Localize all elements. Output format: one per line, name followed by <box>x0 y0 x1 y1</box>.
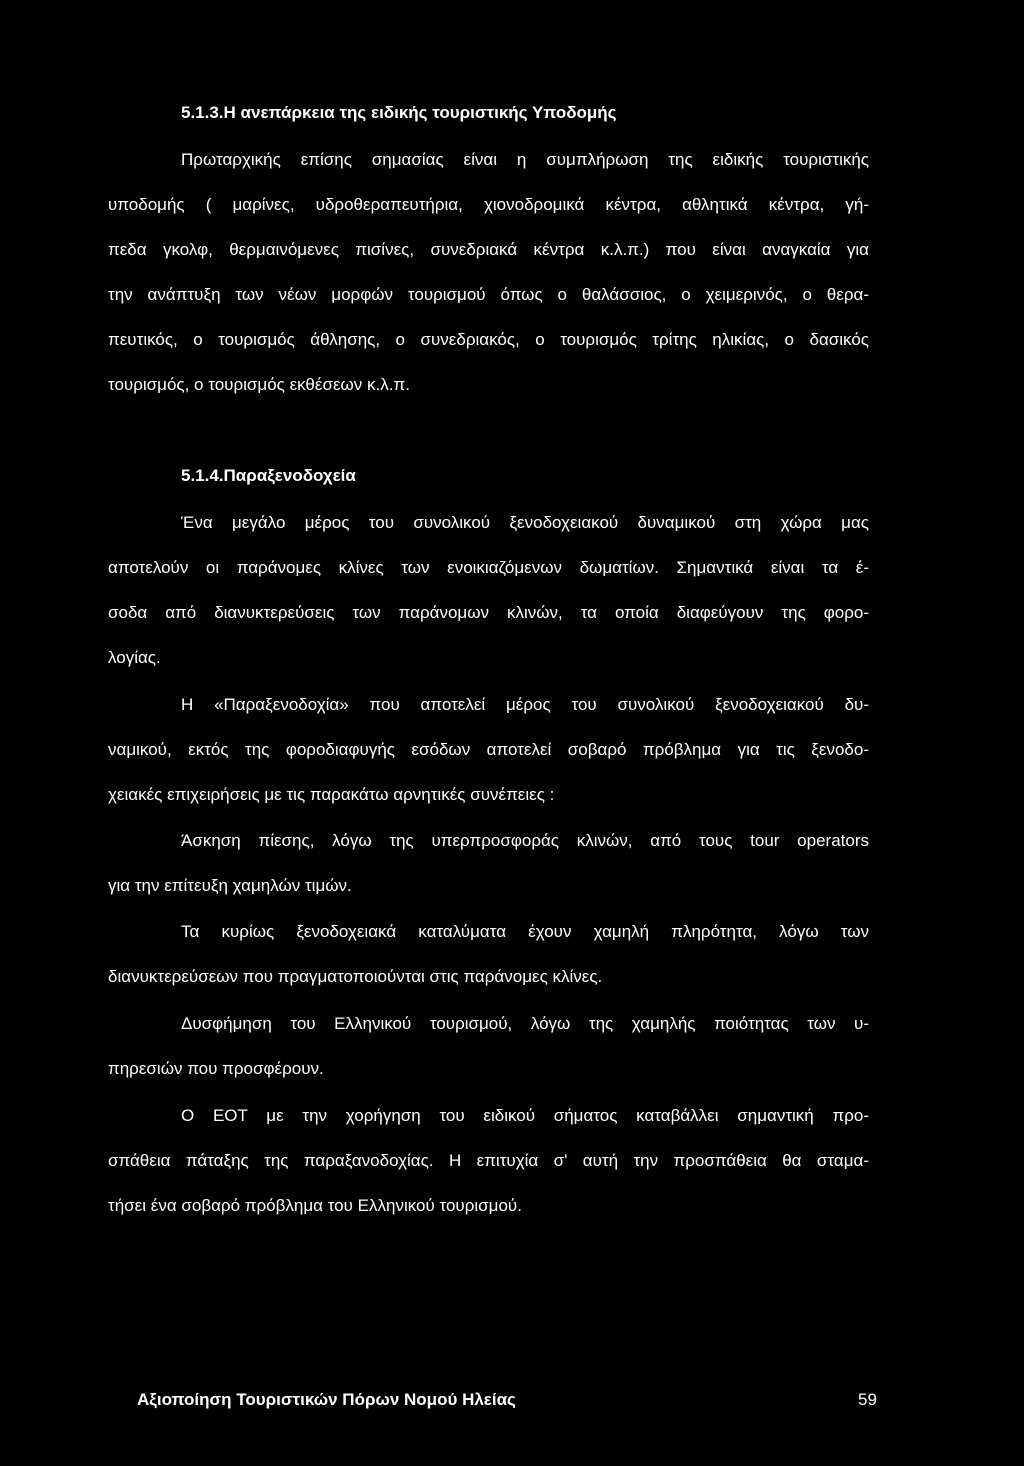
paragraph-line: διανυκτερεύσεων που πραγματοποιούνται στις παράνομες κλίνες. <box>108 967 603 986</box>
paragraph-line: τήσει ένα σοβαρό πρόβλημα του Ελληνικού τουρισμού. <box>108 1196 522 1215</box>
section-heading-5-1-3: 5.1.3.Η ανεπάρκεια της ειδικής τουριστικής Υποδομής <box>181 103 617 122</box>
paragraph-line: ναμικού, εκτός της φοροδιαφυγής εσόδων αποτελεί σοβαρό πρόβλημα για τις ξενοδο- <box>108 740 869 759</box>
paragraph-line: για την επίτευξη χαμηλών τιμών. <box>108 876 352 895</box>
paragraph-line: Πρωταρχικής επίσης σημασίας είναι η συμπλήρωση της ειδικής τουριστικής <box>181 150 869 169</box>
paragraph-line: πεδα γκολφ, θερμαινόμενες πισίνες, συνεδριακά κέντρα κ.λ.π.) που είναι αναγκαία για <box>108 240 869 259</box>
page-number: 59 <box>858 1390 877 1409</box>
paragraph-line: αποτελούν οι παράνομες κλίνες των ενοικιαζόμενων δωματίων. Σημαντικά είναι τα έ- <box>108 558 869 577</box>
paragraph-line: σοδα από διανυκτερεύσεις των παράνομων κλινών, τα οποία διαφεύγουν της φορο- <box>108 603 869 622</box>
paragraph-line: Άσκηση πίεσης, λόγω της υπερπροσφοράς κλινών, από τους tour operators <box>181 831 869 850</box>
paragraph-line: τουρισμός, ο τουρισμός εκθέσεων κ.λ.π. <box>108 375 410 394</box>
footer-title: Αξιοποίηση Τουριστικών Πόρων Νομού Ηλείας <box>137 1390 516 1409</box>
paragraph-line: Ένα μεγάλο μέρος του συνολικού ξενοδοχειακού δυναμικού στη χώρα μας <box>181 513 869 532</box>
paragraph-line: σπάθεια πάταξης της παραξανοδοχίας. Η επιτυχία σ' αυτή την προσπάθεια θα σταμα- <box>108 1151 869 1170</box>
paragraph-line: υποδομής ( μαρίνες, υδροθεραπευτήρια, χιονοδρομικά κέντρα, αθλητικά κέντρα, γή- <box>108 195 869 214</box>
paragraph-line: Η «Παραξενοδοχία» που αποτελεί μέρος του συνολικού ξενοδοχειακού δυ- <box>181 695 869 714</box>
paragraph-line: Δυσφήμηση του Ελληνικού τουρισμού, λόγω της χαμηλής ποιότητας των υ- <box>181 1014 869 1033</box>
paragraph-line: πηρεσιών που προσφέρουν. <box>108 1059 324 1078</box>
paragraph-line: χειακές επιχειρήσεις με τις παρακάτω αρνητικές συνέπειες : <box>108 785 555 804</box>
paragraph-line: Ο ΕΟΤ με την χορήγηση του ειδικού σήματος καταβάλλει σημαντική προ- <box>181 1106 869 1125</box>
paragraph-line: λογίας. <box>108 648 161 667</box>
paragraph-line: Τα κυρίως ξενοδοχειακά καταλύματα έχουν χαμηλή πληρότητα, λόγω των <box>181 922 869 941</box>
section-heading-5-1-4: 5.1.4.Παραξενοδοχεία <box>181 466 356 485</box>
paragraph-line: πευτικός, ο τουρισμός άθλησης, ο συνεδριακός, ο τουρισμός τρίτης ηλικίας, ο δασικός <box>108 330 869 349</box>
paragraph-line: την ανάπτυξη των νέων μορφών τουρισμού όπως ο θαλάσσιος, ο χειμερινός, ο θερα- <box>108 285 869 304</box>
